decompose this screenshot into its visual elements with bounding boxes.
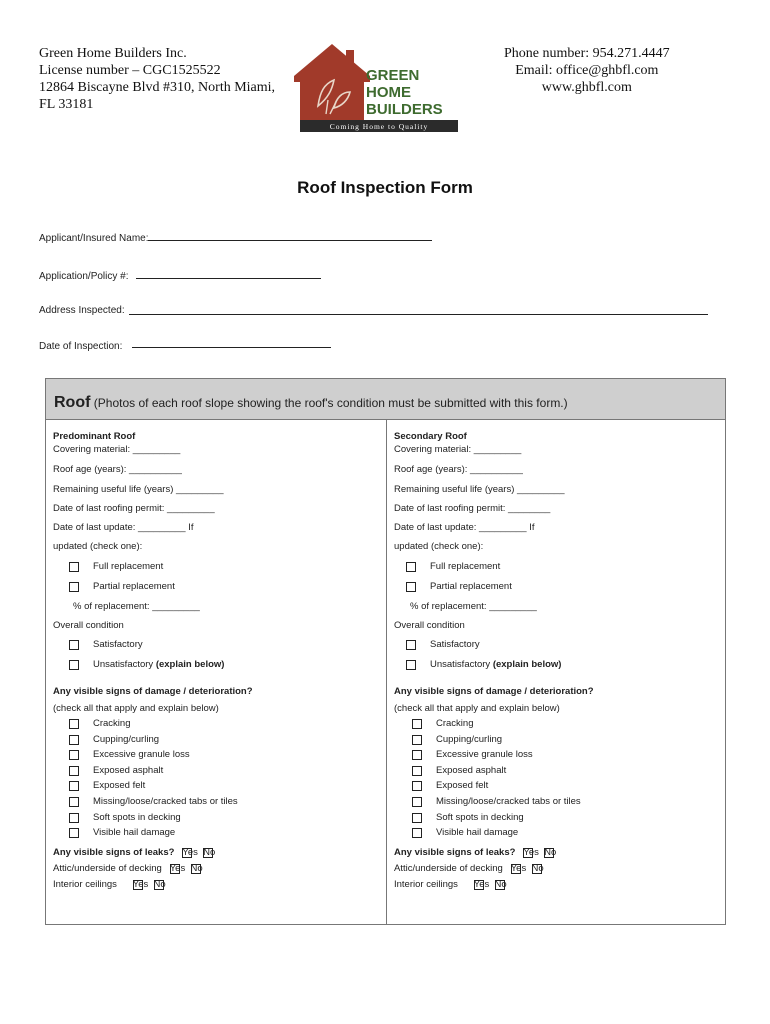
interior-no-checkbox[interactable] — [495, 880, 505, 890]
leaks-yes-checkbox[interactable] — [523, 848, 533, 858]
damage-item-label: Cupping/curling — [436, 733, 503, 745]
unsatisfactory-label: Unsatisfactory — [93, 659, 154, 670]
last-permit-label: Date of last roofing permit: _________ — [53, 503, 215, 514]
damage-item-checkbox[interactable] — [69, 719, 79, 729]
interior-no-checkbox[interactable] — [154, 880, 164, 890]
remaining-life-label: Remaining useful life (years) _________ — [394, 484, 565, 495]
damage-item-checkbox[interactable] — [69, 766, 79, 776]
no-label: No — [544, 847, 557, 858]
satisfactory-checkbox[interactable] — [69, 640, 79, 650]
unsatisfactory-label: Unsatisfactory — [430, 659, 491, 670]
roof-section-title: Roof — [54, 394, 91, 411]
overall-condition-label: Overall condition — [53, 620, 124, 631]
company-info — [39, 45, 275, 113]
page-title: Roof Inspection Form — [297, 178, 473, 197]
roof-age-label: Roof age (years): __________ — [394, 464, 523, 475]
date-field — [39, 341, 122, 352]
full-replacement-label: Full replacement — [430, 561, 501, 572]
damage-item-label: Cracking — [93, 718, 131, 729]
damage-item-checkbox[interactable] — [69, 750, 79, 760]
attic-label: Attic/underside of decking — [53, 863, 162, 874]
interior-ceilings-label: Interior ceilings — [53, 879, 117, 890]
no-label: No — [203, 847, 216, 858]
damage-item-checkbox[interactable] — [412, 781, 422, 791]
no-label: No — [531, 863, 544, 874]
company-address-line1: 12864 Biscayne Blvd #310, North Miami, — [39, 80, 276, 95]
damage-item-label: Cupping/curling — [93, 733, 160, 745]
damage-item-checkbox[interactable] — [412, 797, 422, 807]
damage-item-label: Excessive granule loss — [436, 749, 533, 761]
damage-item-checkbox[interactable] — [412, 735, 422, 745]
no-label: No — [153, 879, 166, 890]
contact-email: Email: office@ghbfl.com — [515, 63, 659, 78]
roof-age-label: Roof age (years): __________ — [53, 464, 182, 475]
full-replacement-checkbox[interactable] — [406, 562, 416, 572]
unsatisfactory-checkbox[interactable] — [406, 660, 416, 670]
roof-section-header — [46, 379, 725, 420]
damage-item-label: Soft spots in decking — [436, 811, 524, 823]
date-label: Date of Inspection: — [39, 341, 123, 352]
damage-item-label: Exposed asphalt — [436, 764, 507, 776]
svg-text:Coming Home to Quality: Coming Home to Quality — [329, 122, 429, 131]
overall-condition-label: Overall condition — [394, 620, 465, 631]
percent-replacement-label: % of replacement: _________ — [410, 601, 537, 612]
damage-question: Any visible signs of damage / deterioration? — [53, 686, 253, 697]
leaks-no-checkbox[interactable] — [544, 847, 557, 858]
applicant-label: Applicant/Insured Name: — [39, 233, 149, 244]
damage-item-checkbox[interactable] — [69, 828, 79, 838]
updated-check-label: updated (check one): — [53, 541, 143, 552]
damage-item-checkbox[interactable] — [69, 735, 79, 745]
svg-text:GREEN: GREEN — [366, 67, 420, 84]
damage-item-label: Exposed asphalt — [93, 764, 164, 776]
column-divider — [386, 420, 387, 925]
full-replacement-checkbox[interactable] — [69, 562, 79, 572]
company-license: License number – CGC1525522 — [39, 63, 221, 78]
contact-info — [504, 45, 670, 96]
yes-label: Yes — [169, 863, 186, 874]
applicant-field — [39, 233, 149, 244]
damage-item-checkbox[interactable] — [412, 828, 422, 838]
updated-check-label: updated (check one): — [394, 541, 484, 552]
leaks-question: Any visible signs of leaks? — [394, 847, 516, 858]
interior-ceilings-label: Interior ceilings — [394, 879, 458, 890]
yes-label: Yes — [523, 847, 539, 858]
attic-label: Attic/underside of decking — [394, 863, 503, 874]
explain-below-label: (explain below) — [155, 659, 225, 670]
svg-text:BUILDERS: BUILDERS — [366, 101, 443, 118]
damage-item-label: Exposed felt — [436, 780, 489, 792]
damage-hint: (check all that apply and explain below) — [53, 703, 219, 714]
damage-question: Any visible signs of damage / deterioration? — [394, 686, 594, 697]
damage-item-label: Excessive granule loss — [93, 749, 190, 761]
unsatisfactory-checkbox[interactable] — [69, 660, 79, 670]
damage-item-label: Soft spots in decking — [93, 811, 181, 823]
damage-item-checkbox[interactable] — [69, 781, 79, 791]
attic-yes-checkbox[interactable] — [170, 864, 180, 874]
roof-section — [45, 378, 726, 925]
roof-heading: Secondary Roof — [394, 431, 467, 442]
date-input[interactable] — [132, 347, 331, 348]
policy-field — [39, 271, 129, 282]
policy-input[interactable] — [136, 278, 321, 279]
address-label: Address Inspected: — [39, 305, 125, 316]
damage-item-label: Exposed felt — [93, 780, 146, 792]
leaks-yes-checkbox[interactable] — [182, 848, 192, 858]
attic-no-checkbox[interactable] — [532, 864, 542, 874]
partial-replacement-label: Partial replacement — [93, 581, 175, 592]
yes-label: Yes — [182, 847, 198, 858]
last-update-label: Date of last update: _________ If — [53, 522, 194, 533]
damage-item-checkbox[interactable] — [412, 719, 422, 729]
address-field — [39, 305, 125, 316]
damage-item-checkbox[interactable] — [412, 813, 422, 823]
address-input[interactable] — [129, 314, 708, 315]
partial-replacement-checkbox[interactable] — [406, 582, 416, 592]
attic-no-checkbox[interactable] — [191, 864, 201, 874]
interior-yes-checkbox[interactable] — [474, 880, 484, 890]
remaining-life-label: Remaining useful life (years) _________ — [53, 484, 224, 495]
roof-heading: Predominant Roof — [53, 431, 136, 442]
company-address-line2: FL 33181 — [39, 97, 94, 112]
leaks-question: Any visible signs of leaks? — [53, 847, 175, 858]
last-permit-label: Date of last roofing permit: ________ — [394, 503, 551, 514]
damage-item-checkbox[interactable] — [412, 766, 422, 776]
damage-hint: (check all that apply and explain below) — [394, 703, 560, 714]
company-name: Green Home Builders Inc. — [39, 46, 187, 61]
leaks-no-checkbox[interactable] — [203, 847, 216, 858]
policy-label: Application/Policy #: — [39, 271, 129, 282]
damage-item-label: Visible hail damage — [93, 827, 176, 839]
full-replacement-label: Full replacement — [93, 561, 164, 572]
yes-label: Yes — [132, 879, 149, 890]
satisfactory-label: Satisfactory — [93, 639, 143, 650]
contact-website: www.ghbfl.com — [541, 80, 632, 95]
damage-item-label: Visible hail damage — [436, 827, 519, 839]
satisfactory-checkbox[interactable] — [406, 640, 416, 650]
damage-item-checkbox[interactable] — [412, 750, 422, 760]
damage-item-label: Cracking — [436, 718, 474, 729]
contact-phone: Phone number: 954.271.4447 — [504, 46, 670, 61]
partial-replacement-label: Partial replacement — [430, 581, 512, 592]
last-update-label: Date of last update: _________ If — [394, 522, 535, 533]
no-label: No — [494, 879, 507, 890]
satisfactory-label: Satisfactory — [430, 639, 480, 650]
explain-below-label: (explain below) — [492, 659, 562, 670]
no-label: No — [190, 863, 203, 874]
yes-label: Yes — [510, 863, 527, 874]
interior-yes-checkbox[interactable] — [133, 880, 143, 890]
partial-replacement-checkbox[interactable] — [69, 582, 79, 592]
damage-item-label: Missing/loose/cracked tabs or tiles — [436, 796, 581, 807]
covering-material-label: Covering material: _________ — [53, 444, 181, 455]
damage-item-checkbox[interactable] — [69, 813, 79, 823]
svg-text:HOME: HOME — [366, 84, 411, 101]
roof-section-subtitle: (Photos of each roof slope showing the roof's condition must be submitted with this form.) — [93, 396, 568, 410]
attic-yes-checkbox[interactable] — [511, 864, 521, 874]
yes-label: Yes — [473, 879, 490, 890]
applicant-input[interactable] — [148, 240, 432, 241]
percent-replacement-label: % of replacement: _________ — [73, 601, 200, 612]
green-home-builders-logo — [290, 40, 460, 135]
damage-item-label: Missing/loose/cracked tabs or tiles — [93, 796, 238, 807]
damage-item-checkbox[interactable] — [69, 797, 79, 807]
covering-material-label: Covering material: _________ — [394, 444, 522, 455]
